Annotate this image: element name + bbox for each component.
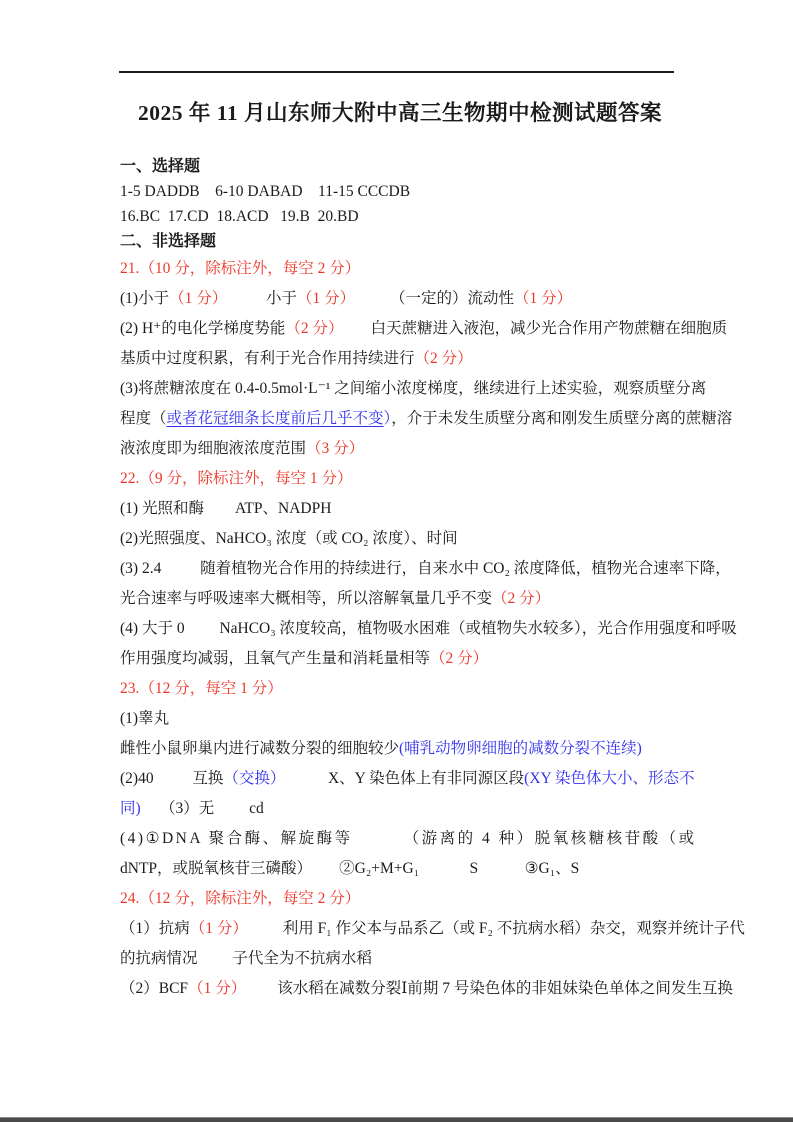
text-segment: 1-5 DADDB 6-10 DABAD 11-15 CCCDB — [120, 183, 411, 200]
text-segment: 21.（10 分，除标注外，每空 2 分） — [120, 260, 361, 277]
text-segment: 液浓度即为细胞液浓度范围 — [120, 440, 307, 457]
text-segment: （1）抗病 — [120, 920, 190, 937]
text-segment: (4)①DNA 聚合酶、解旋酶等 （游离的 4 种）脱氧核糖核苷酸（或 — [120, 830, 697, 847]
document-body — [120, 95, 745, 1004]
text-segment: dNTP，或脱氧核苷三磷酸） ②G₂+M+G₁ S ③G₁、S — [120, 860, 580, 877]
text-segment: （一定的）流动性 — [355, 290, 515, 307]
text-segment: (哺乳动物卵细胞的减数分裂不连续) — [399, 740, 642, 757]
text-segment: 2025 年 11 月山东师大附中高三生物期中检测试题答案 — [138, 101, 662, 125]
text-segment: (2)光照强度、NaHCO₃ 浓度（或 CO₂ 浓度）、时间 — [120, 530, 458, 547]
text-segment: (3) 2.4 随着植物光合作用的持续进行，自来水中 CO₂ 浓度降低，植物光合速率下降， — [120, 560, 731, 577]
window-bottom-border — [0, 1117, 793, 1122]
text-segment: 雌性小鼠卵巢内进行减数分裂的细胞较少 — [120, 740, 400, 757]
text-segment: ） — [383, 410, 392, 427]
q23-header — [120, 674, 680, 704]
text-segment: (2)40 互换 — [120, 770, 224, 787]
text-segment: （1 分） — [169, 290, 228, 307]
text-segment: （1 分） — [514, 290, 573, 307]
text-segment: 利用 F₁ 作父本与品系乙（或 F₂ 不抗病水稻）杂交，观察并统计子代 — [247, 920, 745, 937]
text-segment: 的抗病情况 子代全为不抗病水稻 — [120, 950, 372, 967]
text-segment: （2 分） — [285, 320, 344, 337]
text-segment: (4) 大于 0 NaHCO₃ 浓度较高，植物吸水困难（或植物失水较多），光合作用强度和呼吸 — [120, 620, 737, 637]
text-segment: ，介于未发生质壁分离和刚发生质壁分离的蔗糖溶 — [391, 410, 733, 427]
q21-2b — [120, 344, 680, 374]
text-segment: 同) — [120, 800, 141, 817]
text-segment: 基质中过度积累，有利于光合作用持续进行 — [120, 350, 415, 367]
text-segment: 二、非选择题 — [120, 233, 217, 250]
text-segment: 22.（9 分，除标注外，每空 1 分） — [120, 470, 353, 487]
choice-answers-16-20 — [120, 204, 680, 229]
q23-1a — [120, 704, 680, 734]
text-segment: 23.（12 分，每空 1 分） — [120, 680, 283, 697]
q24-1b — [120, 944, 680, 974]
choice-answers-1-15 — [120, 179, 680, 204]
text-segment: 一、选择题 — [120, 158, 201, 175]
text-segment: （3）无 cd — [140, 800, 264, 817]
q23-1b — [120, 734, 680, 764]
text-segment: 小于 — [227, 290, 297, 307]
text-segment: X、Y 染色体上有非同源区段 — [285, 770, 525, 787]
q23-4a — [120, 824, 697, 854]
text-segment: （1 分） — [189, 920, 248, 937]
text-segment: 光合速率与呼吸速率大概相等，所以溶解氧量几乎不变 — [120, 590, 493, 607]
text-segment: (2) H⁺的电化学梯度势能 — [120, 320, 286, 337]
text-segment: (1) 光照和酶 ATP、NADPH — [120, 500, 332, 517]
q21-2a — [120, 314, 728, 344]
header-rule — [119, 71, 674, 73]
text-segment: (3)将蔗糖浓度在 0.4-0.5mol·L⁻¹ 之间缩小浓度梯度，继续进行上述实验，观察质壁分离 — [120, 380, 707, 397]
q21-header — [120, 254, 680, 284]
text-segment: （交换） — [223, 770, 286, 787]
section-heading-non-choice — [120, 229, 680, 254]
q22-3b — [120, 584, 680, 614]
text-segment: 16.BC 17.CD 18.ACD 19.B 20.BD — [120, 208, 359, 225]
q22-4a — [120, 614, 737, 644]
q21-1 — [120, 284, 680, 314]
page-title — [120, 95, 680, 132]
q23-2b — [120, 794, 680, 824]
section-heading-choice — [120, 154, 680, 179]
q24-header — [120, 884, 680, 914]
text-segment: 作用强度均减弱，且氧气产生量和消耗量相等 — [120, 650, 431, 667]
text-segment: （1 分） — [188, 980, 247, 997]
text-segment: （2 分） — [414, 350, 473, 367]
q22-4b — [120, 644, 680, 674]
q21-3b — [120, 404, 733, 434]
text-segment: 或者花冠细条长度前后几乎不变 — [166, 410, 384, 427]
text-segment: （1 分） — [296, 290, 356, 307]
q22-1 — [120, 494, 680, 524]
text-segment: 程度（ — [120, 410, 167, 427]
q24-1a — [120, 914, 745, 944]
text-segment: 该水稻在减数分裂Ⅰ前期 7 号染色体的非姐妹染色单体之间发生互换 — [246, 980, 733, 997]
text-segment: (1)睾丸 — [120, 710, 170, 727]
text-segment: 24.（12 分，除标注外，每空 2 分） — [120, 890, 361, 907]
text-segment: (1)小于 — [120, 290, 170, 307]
text-segment: (XY 染色体大小、形态不 — [524, 770, 695, 787]
text-segment: 白天蔗糖进入液泡，减少光合作用产物蔗糖在细胞质 — [343, 320, 728, 337]
q22-2 — [120, 524, 680, 554]
q23-4b — [120, 854, 680, 884]
q24-2 — [120, 974, 733, 1004]
q21-3a — [120, 374, 707, 404]
text-segment: （2）BCF — [120, 980, 189, 997]
q21-3c — [120, 434, 680, 464]
q22-3a — [120, 554, 731, 584]
text-segment: （2 分） — [492, 590, 551, 607]
q22-header — [120, 464, 680, 494]
q23-2a — [120, 764, 695, 794]
text-segment: （3 分） — [306, 440, 365, 457]
text-segment: （2 分） — [430, 650, 489, 667]
